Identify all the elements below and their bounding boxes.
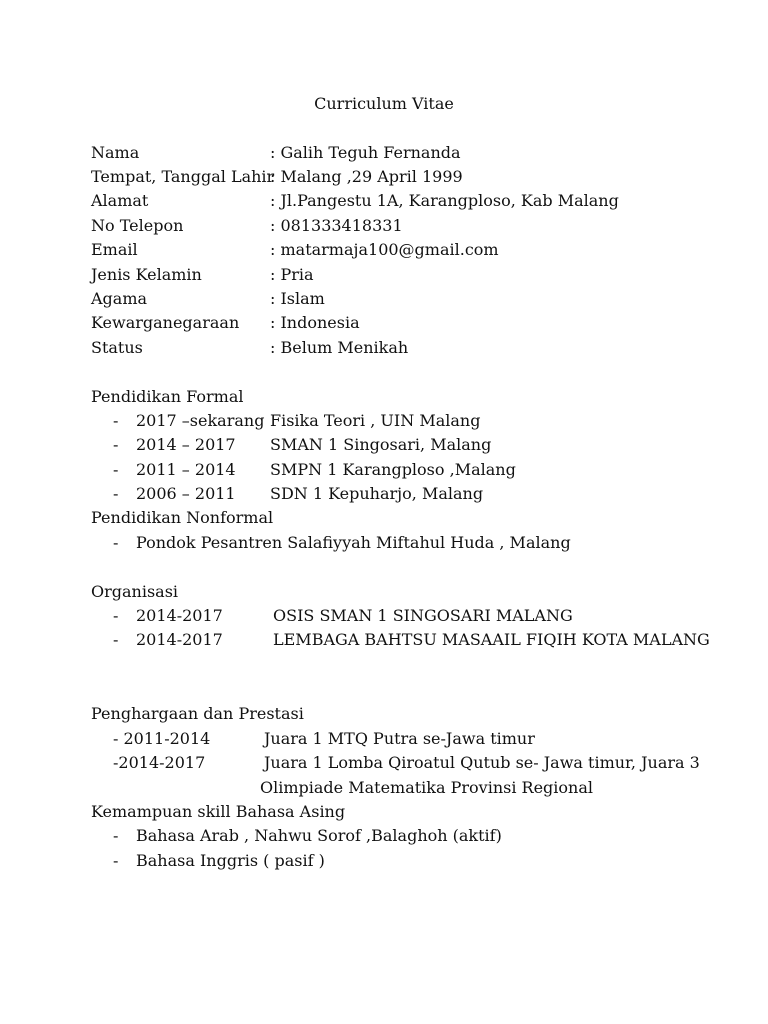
value-telepon: : 081333418331 [270,216,403,235]
value-alamat: : Jl.Pangestu 1A, Karangploso, Kab Malang [270,191,619,210]
page-title: Curriculum Vitae [314,94,454,113]
list-item-institution: SDN 1 Kepuharjo, Malang [270,484,484,503]
list-item-institution: Fisika Teori , UIN Malang [270,411,481,430]
list-bullet: - [113,435,119,454]
list-item-institution: SMPN 1 Karangploso ,Malang [270,460,516,479]
value-kewarganegaraan: : Indonesia [270,313,360,332]
list-item-award: Juara 1 MTQ Putra se-Jawa timur [264,729,535,748]
label-agama: Agama [91,289,148,308]
list-item-institution: SMAN 1 Singosari, Malang [270,435,492,454]
list-bullet: - [113,533,119,552]
list-bullet: - [113,460,119,479]
value-jenis-kelamin: : Pria [270,265,314,284]
list-item-award-continuation: Olimpiade Matematika Provinsi Regional [260,778,594,797]
label-ttl: Tempat, Tanggal Lahir [91,167,275,186]
list-item-organization: LEMBAGA BAHTSU MASAAIL FIQIH KOTA MALANG [273,630,710,649]
list-item-period: 2006 – 2011 [136,484,236,503]
list-item: Bahasa Arab , Nahwu Sorof ,Balaghoh (aktif) [136,826,502,845]
label-jenis-kelamin: Jenis Kelamin [91,265,202,284]
list-bullet: - [113,630,119,649]
section-heading: Pendidikan Formal [91,387,244,406]
list-bullet: - [113,411,119,430]
value-email: : matarmaja100@gmail.com [270,240,499,259]
label-status: Status [91,338,143,357]
list-bullet: - [113,826,119,845]
section-heading: Kemampuan skill Bahasa Asing [91,802,346,821]
value-agama: : Islam [270,289,325,308]
list-item: Pondok Pesantren Salafiyyah Miftahul Huda , Malang [136,533,571,552]
list-item-period: - 2011-2014 [113,729,211,748]
list-bullet: - [113,851,119,870]
list-item: Bahasa Inggris ( pasif ) [136,851,325,870]
value-ttl: : Malang ,29 April 1999 [270,167,463,186]
list-item-award: Juara 1 Lomba Qiroatul Qutub se- Jawa timur, Juara 3 [264,753,700,772]
label-kewarganegaraan: Kewarganegaraan [91,313,240,332]
list-item-period: 2011 – 2014 [136,460,236,479]
list-bullet: - [113,606,119,625]
list-item-period: -2014-2017 [113,753,206,772]
list-item-period: 2014-2017 [136,630,223,649]
section-heading: Pendidikan Nonformal [91,508,274,527]
list-item-period: 2014-2017 [136,606,223,625]
section-heading: Penghargaan dan Prestasi [91,704,304,723]
list-item-period: 2014 – 2017 [136,435,236,454]
value-status: : Belum Menikah [270,338,409,357]
list-bullet: - [113,484,119,503]
label-nama: Nama [91,143,140,162]
label-alamat: Alamat [91,191,149,210]
list-item-organization: OSIS SMAN 1 SINGOSARI MALANG [273,606,573,625]
label-telepon: No Telepon [91,216,184,235]
value-nama: : Galih Teguh Fernanda [270,143,461,162]
label-email: Email [91,240,138,259]
list-item-period: 2017 –sekarang [136,411,265,430]
section-heading: Organisasi [91,582,179,601]
